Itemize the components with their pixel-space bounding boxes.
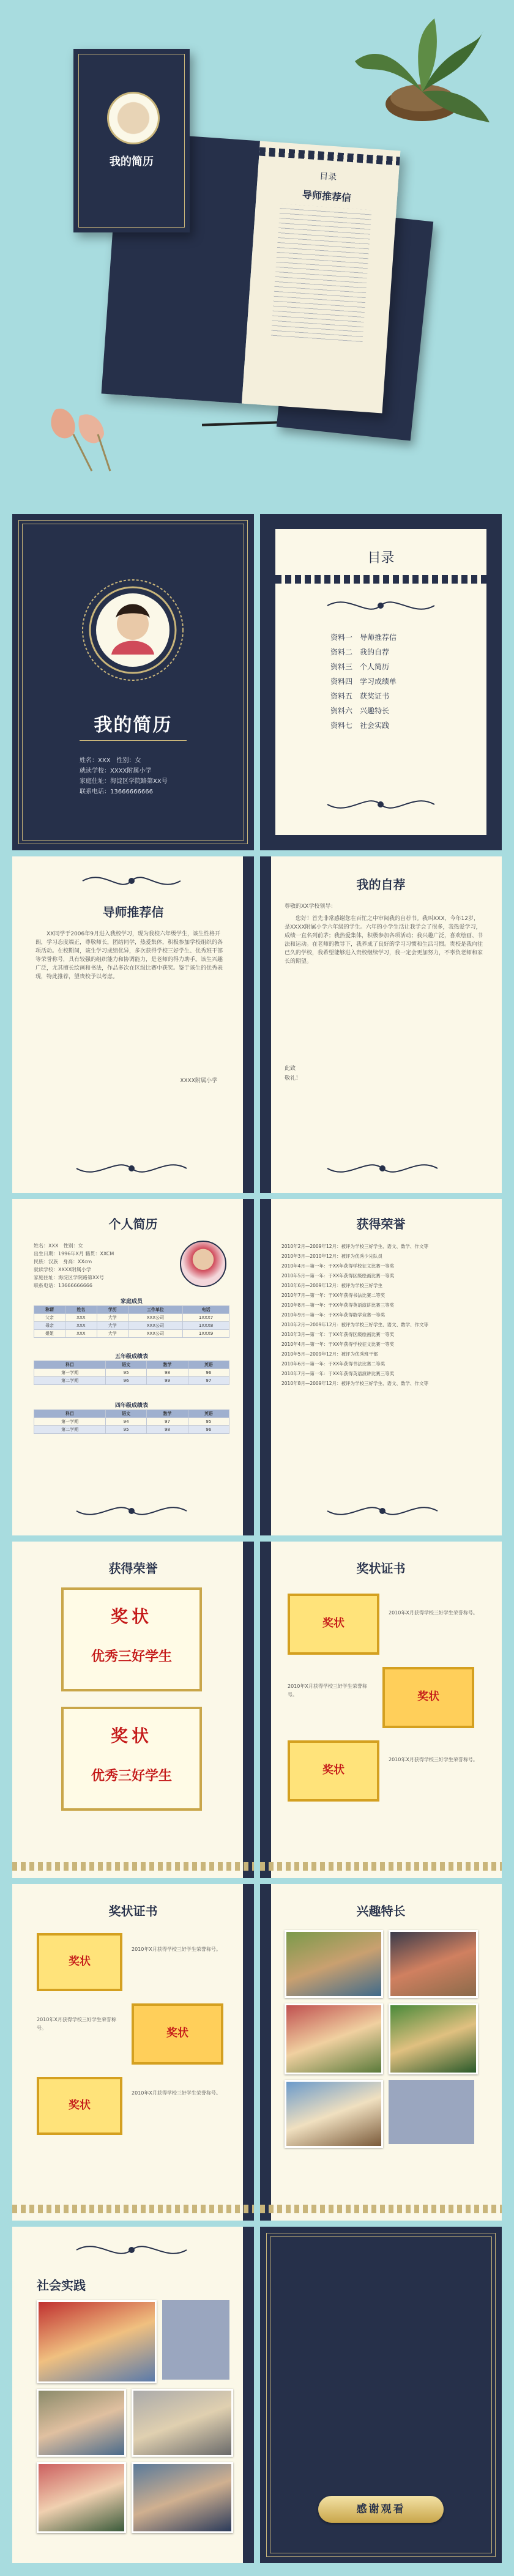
resume-info: 家庭住址：海淀区学院路第XX号 <box>34 1275 104 1280</box>
honor-item: 2010年4月—第一年：于XX年获得学校征文比赛一等奖 <box>281 1263 395 1269</box>
mock-cover-title: 我的简历 <box>110 155 154 168</box>
honor-item: 2010年7月—第一年：于XX年获得英语演讲比赛三等奖 <box>281 1371 395 1376</box>
ornament-flourish <box>73 2238 190 2262</box>
photo <box>285 1930 383 1998</box>
honor-item: 2010年2月—2009年12月：被评为学校三好学生、语文、数学、作文等 <box>281 1244 428 1249</box>
cover-info-line: 就读学校：XXXX附属小学 <box>80 768 152 774</box>
cert-caption: 2010年X月获得学校三好学生荣誉称号。 <box>132 1947 221 1952</box>
cert-caption: 2010年X月获得学校三好学生荣誉称号。 <box>132 2090 221 2096</box>
tulip-decoration <box>37 392 135 477</box>
color-block <box>389 2080 474 2144</box>
resume-info: 民族：汉族 身高：XXcm <box>34 1259 92 1264</box>
practice-title: 社会实践 <box>37 2278 86 2293</box>
letter-sign: XXXX附属小学 <box>180 1078 217 1084</box>
certs2-page <box>12 1884 254 2221</box>
ornament-flourish <box>324 1156 441 1181</box>
cert-caption: 2010年X月获得学校三好学生荣誉称号。 <box>288 1683 367 1698</box>
honor-item: 2010年8月—2009年12月：被评为学校三好学生、语文、数学、作文等 <box>281 1381 428 1386</box>
plant-decoration <box>343 18 490 141</box>
certificate-small: 奖状 <box>132 2003 223 2065</box>
photo <box>132 2389 233 2457</box>
ornament-flourish <box>73 1156 190 1181</box>
honor-item: 2010年5月—2009年12月：被评为优秀班干部 <box>281 1351 378 1357</box>
honor-item: 2010年4月—第一年：于XX年获得学校征文比赛一等奖 <box>281 1342 395 1347</box>
self-salute: 敬礼！ <box>285 1075 302 1082</box>
self-body: 您好！首先非常感谢您在百忙之中审阅我的自荐书。我叫XXX，今年12岁，是XXXX附属小学六年级的学生。六年的小学生活让我学会了很多，我热爱学习，成绩一直名列前茅；我热爱集体，积极参加各项活动；我兴趣广泛，喜欢绘画、书法和运动。在老师的教导下，我养成了良好的学习习惯和生活习惯。贵校是我向往已久的学校，我希望能够进入贵校继续学习，我一定会更加努力，不辜负老师和家长的期望。 <box>285 916 483 965</box>
photo <box>285 2080 383 2148</box>
honor-item: 2010年6月—2009年12月：被评为学校三好学生 <box>281 1283 382 1288</box>
grade5-table-title: 五年级成绩表 <box>114 1354 148 1360</box>
photo <box>132 2462 233 2533</box>
certs-page <box>260 1542 502 1878</box>
resume-title: 个人简历 <box>108 1217 158 1231</box>
cover-title-line <box>80 740 187 741</box>
cover-page <box>12 514 254 850</box>
self-closing: 此致 <box>285 1066 296 1072</box>
family-table-title: 家庭成员 <box>120 1299 143 1305</box>
self-greeting: 尊敬的XX学校领导： <box>285 904 337 910</box>
interest-page <box>260 1884 502 2221</box>
photo <box>37 2300 157 2383</box>
honor-item: 2010年7月—第一年：于XX年获得书法比赛二等奖 <box>281 1293 386 1298</box>
toc-title: 目录 <box>367 551 395 566</box>
photo <box>37 2462 126 2533</box>
lace-border <box>260 1862 502 1871</box>
certificate-small: 奖状 <box>37 1933 122 1991</box>
resume-info: 联系电话：13666666666 <box>34 1283 92 1288</box>
resume-info: 姓名：XXX 性别：女 <box>34 1243 83 1249</box>
toc-inner <box>275 529 486 835</box>
resume-info: 就读学校：XXXX附属小学 <box>34 1267 91 1272</box>
toc-item[interactable]: 资料六 兴趣特长 <box>330 707 390 715</box>
cert-caption: 2010年X月获得学校三好学生荣誉称号。 <box>389 1757 478 1762</box>
photo <box>285 2003 383 2074</box>
toc-item[interactable]: 资料四 学习成绩单 <box>330 677 397 686</box>
photo <box>389 1930 478 1998</box>
honor-item: 2010年8月—第一年：于XX年获得英语演讲比赛三等奖 <box>281 1302 395 1308</box>
certificate-small: 奖状 <box>288 1740 379 1802</box>
cover-info-line: 姓名：XXX 性别：女 <box>80 757 141 764</box>
letter-body: XX同学于2006年9月进入我校学习，现为我校六年级学生，该生性格开朗，学习态度端正，尊敬师长，团结同学，热爱集体，积极参加学校组织的各项活动。在校期间，该生学习成绩优异，多次获得学校三好学生、优秀班干部等荣誉称号，具有较强的组织能力和协调能力，是老师的得力助手。该生兴趣广泛，尤其擅长绘画和书法，作品多次在区级比赛中获奖。鉴于该生的优秀表现，特此推荐，望贵校予以考虑。 <box>35 931 223 980</box>
photo <box>389 2003 478 2074</box>
toc-item[interactable]: 资料七 社会实践 <box>330 721 390 730</box>
family-table: 称谓 姓名 学历 工作单位 电话 父亲 XXX 大学 XXX公司 1XXX7 母亲 XXX 大学 XXX公司 1XXX8 姐姐 XXX 大学 XXX公司 1XXX9 <box>34 1305 229 1338</box>
cert-caption: 2010年X月获得学校三好学生荣誉称号。 <box>37 2017 116 2031</box>
certificate-small: 奖状 <box>382 1667 474 1728</box>
letter-title: 导师推荐信 <box>102 905 164 919</box>
toc-page <box>260 514 502 850</box>
honors2-page <box>12 1542 254 1878</box>
letter-page <box>12 856 254 1193</box>
end-page <box>260 2227 502 2563</box>
cover-title: 我的简历 <box>94 715 173 736</box>
honors-page <box>260 1199 502 1535</box>
certs2-title: 奖状证书 <box>108 1904 158 1918</box>
mock-cover <box>73 49 190 232</box>
ornament-flourish <box>324 593 438 618</box>
certificate-small: 奖状 <box>37 2077 122 2135</box>
cover-info-line: 联系电话：13666666666 <box>80 789 153 795</box>
color-block <box>162 2300 229 2380</box>
certificate-small: 奖状 <box>288 1594 379 1655</box>
grade4-table: 科目 语文 数学 英语 第一学期 94 97 95 第二学期 95 98 96 <box>34 1409 229 1434</box>
grade4-table-title: 四年级成绩表 <box>114 1403 148 1409</box>
honors-title: 获得荣誉 <box>356 1217 406 1231</box>
mock-right-label: 目录 <box>319 171 337 183</box>
toc-item[interactable]: 资料三 个人简历 <box>330 663 390 671</box>
lace-border <box>260 2205 502 2213</box>
certificate: 奖状 优秀三好学生 <box>61 1587 202 1691</box>
ornament-flourish <box>324 1499 441 1523</box>
cert-caption: 2010年X月获得学校三好学生荣誉称号。 <box>389 1610 478 1616</box>
ornament-flourish <box>73 1499 190 1523</box>
resume-info: 出生日期：1996年X月 籍贯：XXCM <box>34 1251 114 1256</box>
toc-item[interactable]: 资料一 导师推荐信 <box>330 633 397 642</box>
honor-item: 2010年3月—第一年：于XX年获得区级绘画比赛一等奖 <box>281 1332 395 1337</box>
avatar <box>180 1241 226 1287</box>
resume-page <box>12 1199 254 1535</box>
honor-item: 2010年9月—第一年：于XX年获得数学竞赛一等奖 <box>281 1312 386 1318</box>
ornament-flourish <box>80 869 184 893</box>
certificate: 奖状 优秀三好学生 <box>61 1707 202 1811</box>
ornament-flourish <box>324 792 438 817</box>
honors2-title: 获得荣誉 <box>108 1561 158 1576</box>
toc-item[interactable]: 资料二 我的自荐 <box>330 648 390 656</box>
lace-border <box>12 1862 254 1871</box>
self-page <box>260 856 502 1193</box>
hero-section <box>0 0 514 502</box>
certs-title: 奖状证书 <box>356 1561 406 1576</box>
photo <box>37 2389 126 2457</box>
interest-title: 兴趣特长 <box>356 1904 406 1918</box>
practice-page <box>12 2227 254 2563</box>
honors-list <box>281 1242 490 1389</box>
thank-you-banner <box>318 2496 444 2523</box>
honor-item: 2010年5月—第一年：于XX年获得区级绘画比赛一等奖 <box>281 1273 395 1279</box>
cover-info-line: 家庭住址：海淀区学院路第XX号 <box>80 778 168 785</box>
thank-you-text: 感谢观看 <box>356 2503 406 2515</box>
lace-border <box>12 2205 254 2213</box>
mock-right-title: 导师推荐信 <box>302 188 352 204</box>
grade5-table: 科目 语文 数学 英语 第一学期 95 98 96 第二学期 96 99 97 <box>34 1360 229 1385</box>
honor-item: 2010年6月—第一年：于XX年获得书法比赛二等奖 <box>281 1361 386 1367</box>
self-title: 我的自荐 <box>356 877 406 892</box>
honor-item: 2010年3月—2010年12月：被评为优秀少先队员 <box>281 1253 382 1259</box>
toc-item[interactable]: 资料五 获奖证书 <box>330 692 390 700</box>
ornate-medallion <box>78 575 188 685</box>
honor-item: 2010年2月—2009年12月：被评为学校三好学生、语文、数学、作文等 <box>281 1322 428 1327</box>
